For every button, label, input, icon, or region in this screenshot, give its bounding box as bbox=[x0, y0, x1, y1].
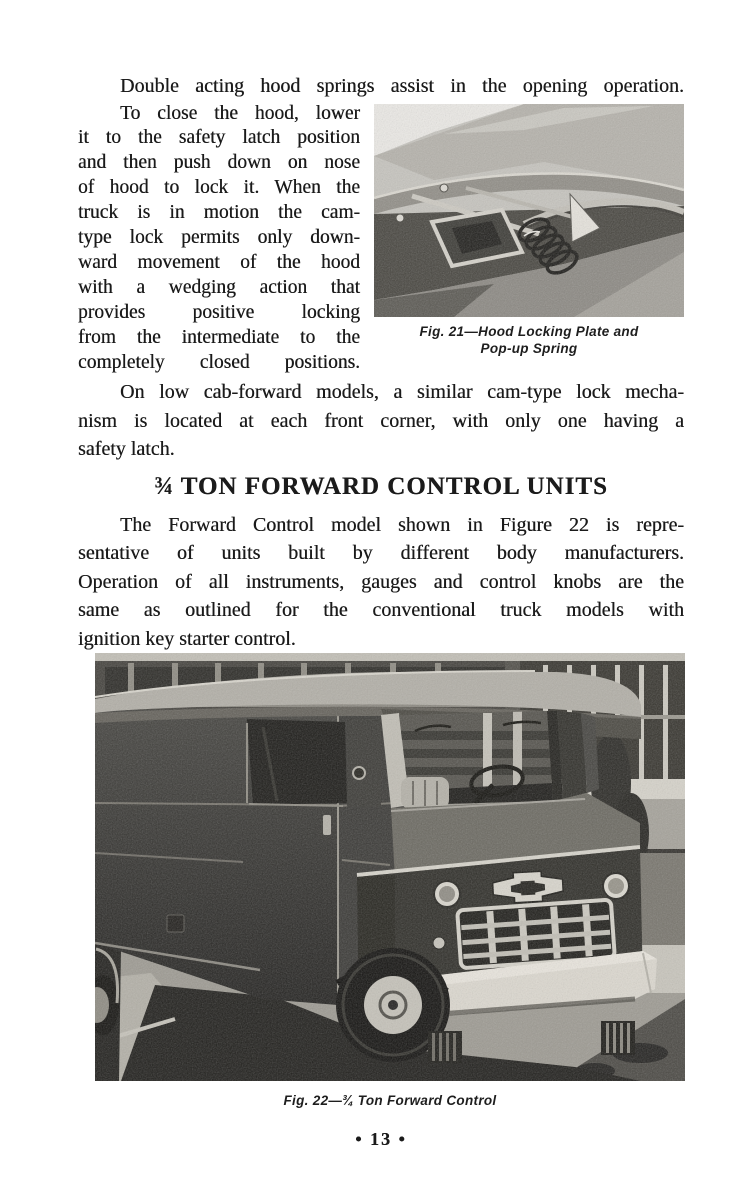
figure21-caption bbox=[374, 323, 684, 357]
text-line: completely closed positions. bbox=[78, 351, 360, 373]
text-line: sentative of units built by different body manufacturers. bbox=[78, 542, 684, 565]
cab-forward-paragraph bbox=[78, 378, 684, 464]
text-line: of hood to lock it. When the bbox=[78, 177, 360, 199]
hood-closing-paragraph bbox=[78, 102, 360, 376]
page-number: • 13 • bbox=[355, 1129, 407, 1150]
text-line: truck is in motion the cam- bbox=[78, 202, 360, 224]
figure21-caption-line1: Fig. 21—Hood Locking Plate and bbox=[419, 323, 639, 339]
text-line: nism is located at each front corner, with only one having a bbox=[78, 409, 684, 432]
forward-control-paragraph bbox=[78, 511, 684, 654]
text-line: To close the hood, lower bbox=[120, 102, 360, 124]
figure21-photo bbox=[374, 104, 684, 317]
text-line: On low cab-forward models, a similar cam-type lock mecha- bbox=[120, 381, 684, 404]
text-line: ward movement of the hood bbox=[78, 251, 360, 273]
text-line: provides positive locking bbox=[78, 301, 360, 323]
intro-paragraph bbox=[78, 72, 684, 101]
figure-21 bbox=[374, 102, 684, 357]
text-line: Operation of all instruments, gauges and control knobs are the bbox=[78, 570, 684, 593]
text-line: type lock permits only down- bbox=[78, 227, 360, 249]
figure22-caption: Fig. 22—¾ Ton Forward Control bbox=[283, 1093, 497, 1109]
text-line: it to the safety latch position bbox=[78, 127, 360, 149]
text-line: safety latch. bbox=[78, 438, 175, 461]
text-line: The Forward Control model shown in Figure 22 is repre- bbox=[120, 513, 684, 536]
figure22-photo bbox=[95, 653, 685, 1081]
text-line: same as outlined for the conventional truck models with bbox=[78, 599, 684, 622]
figure-22 bbox=[95, 653, 685, 1109]
text-line: Double acting hood springs assist in the opening operation. bbox=[120, 75, 684, 97]
section-heading: ¾ TON FORWARD CONTROL UNITS bbox=[154, 472, 608, 500]
text-line: with a wedging action that bbox=[78, 276, 360, 298]
text-line: ignition key starter control. bbox=[78, 627, 296, 650]
text-line: from the intermediate to the bbox=[78, 326, 360, 348]
two-column-section bbox=[78, 102, 684, 376]
figure21-caption-line2: Pop-up Spring bbox=[480, 340, 578, 356]
text-line: and then push down on nose bbox=[78, 152, 360, 174]
